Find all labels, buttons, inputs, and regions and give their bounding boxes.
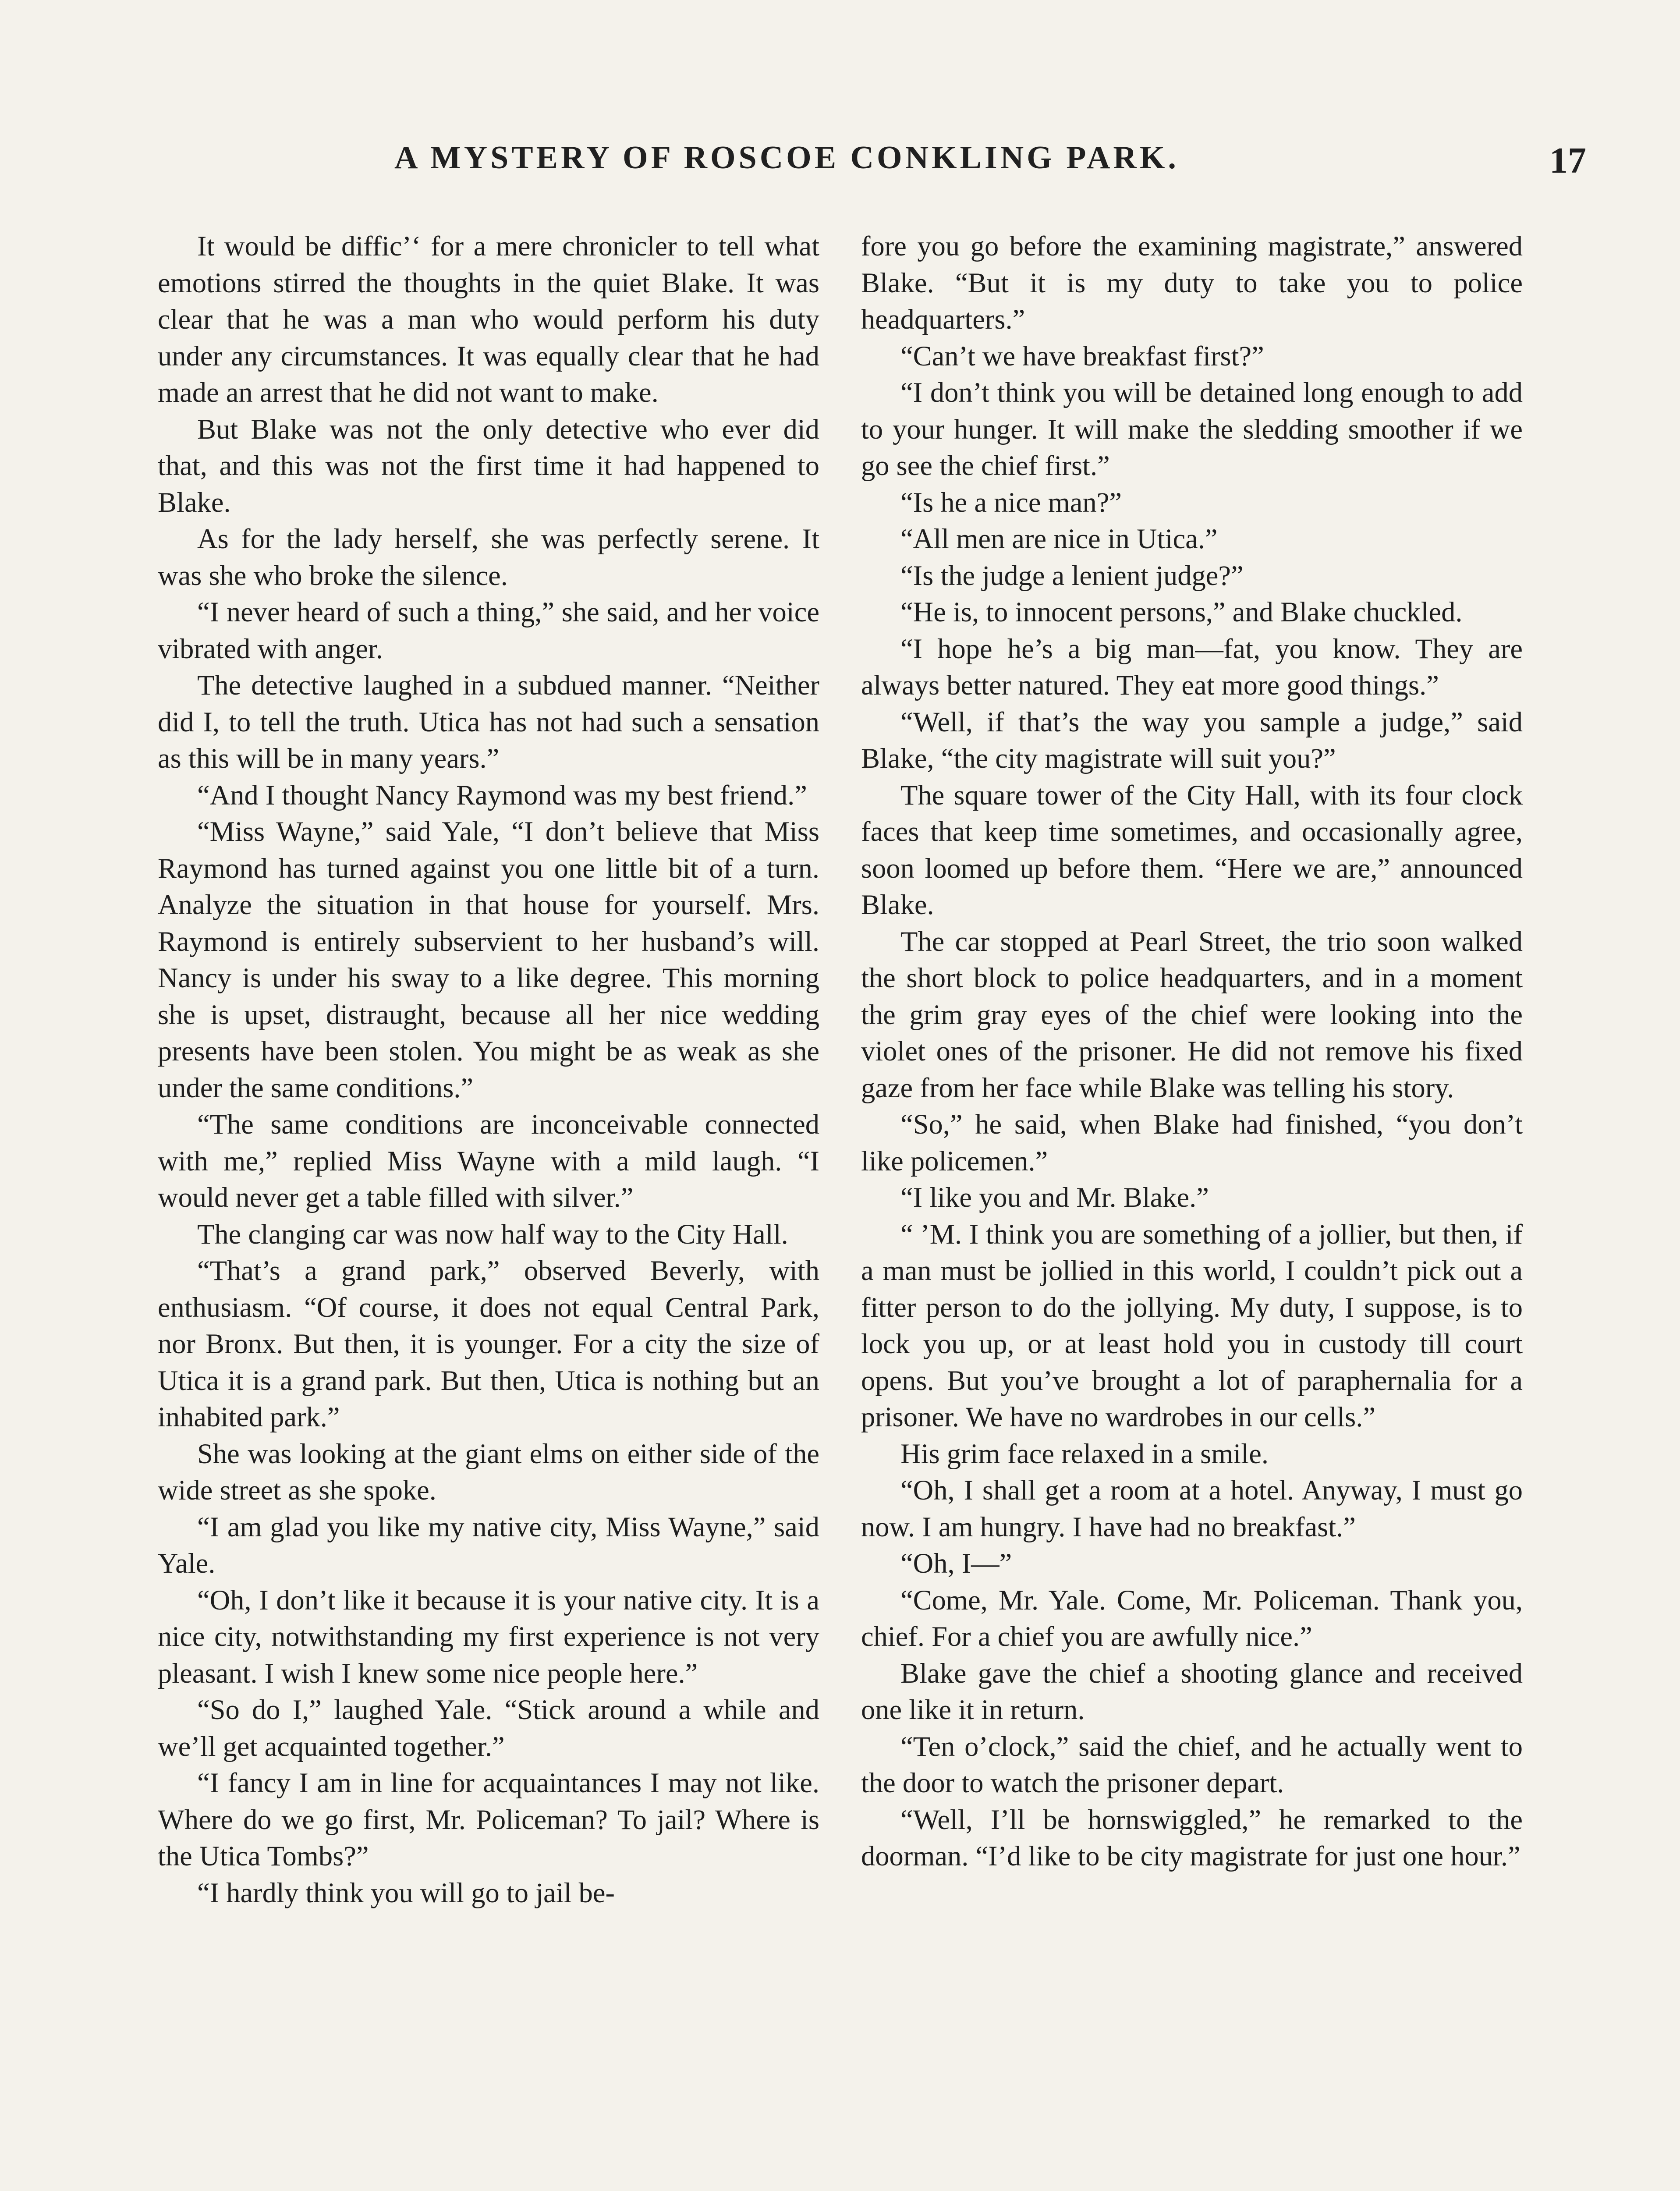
left-paragraph-13: “Oh, I don’t like it because it is your native city. It is a nice city, notwithstanding my first experience is not very pleasant. I wish I knew some nice people here.” — [158, 1584, 819, 1689]
right-paragraph-3: “I don’t think you will be detained long enough to add to your hunger. It will make the sledding smoother if we go see the chief first.” — [861, 377, 1523, 481]
left-paragraph-14: “So do I,” laughed Yale. “Stick around a while and we’ll get acquainted together.” — [158, 1694, 819, 1762]
left-paragraph-9: The clanging car was now half way to the City Hall. — [197, 1218, 788, 1250]
right-paragraph-20: “Ten o’clock,” said the chief, and he actually went to the door to watch the prisoner depart. — [861, 1730, 1523, 1798]
right-paragraph-2: “Can’t we have breakfast first?” — [900, 340, 1264, 372]
right-paragraph-19: Blake gave the chief a shooting glance and received one like it in return. — [861, 1657, 1523, 1725]
left-paragraph-6: “And I thought Nancy Raymond was my best friend.” — [197, 779, 807, 811]
right-paragraph-15: His grim face relaxed in a smile. — [900, 1438, 1269, 1469]
right-paragraph-21: “Well, I’ll be hornswiggled,” he remarked to the doorman. “I’d like to be city magistrate for just one hour.” — [861, 1804, 1523, 1872]
right-paragraph-16: “Oh, I shall get a room at a hotel. Anyway, I must go now. I am hungry. I have had no breakfast.” — [861, 1475, 1523, 1542]
left-paragraph-1: It would be diffic’‘ for a mere chronicler to tell what emotions stirred the thoughts in the quiet Blake. It was clear that he was a man who would perform his duty under any circumstances. It was equally clear that he had made an arrest that he did not want to make. — [158, 230, 819, 408]
right-paragraph-14: “ ’M. I think you are something of a jollier, but then, if a man must be jollied in this world, I couldn’t pick out a fitter person to do the jollying. My duty, I suppose, is to lock you up, or at least hold you in custody till court opens. But you’ve brought a lot of paraphernalia for a prisoner. We have no wardrobes in our cells.” — [861, 1218, 1523, 1432]
running-title: A MYSTERY OF ROSCOE CONKLING PARK. — [394, 140, 1179, 176]
right-paragraph-5: “All men are nice in Utica.” — [900, 523, 1218, 554]
right-paragraph-9: “Well, if that’s the way you sample a judge,” said Blake, “the city magistrate will suit you?” — [861, 706, 1523, 774]
left-paragraph-10: “That’s a grand park,” observed Beverly, with enthusiasm. “Of course, it does not equal Central Park, nor Bronx. But then, it is younger. For a city the size of Utica it is a grand park. But then, Utica is nothing but an inhabited park.” — [158, 1255, 819, 1432]
running-head — [394, 139, 1586, 192]
right-paragraph-10: The square tower of the City Hall, with its four clock faces that keep time sometimes, and occasionally agree, soon loomed up before them. “Here we are,” announced Blake. — [861, 779, 1523, 920]
left-paragraph-11: She was looking at the giant elms on either side of the wide street as she spoke. — [158, 1438, 819, 1506]
left-paragraph-4: “I never heard of such a thing,” she said, and her voice vibrated with anger. — [158, 596, 819, 664]
left-paragraph-16: “I hardly think you will go to jail be- — [197, 1877, 615, 1908]
left-paragraph-7: “Miss Wayne,” said Yale, “I don’t believe that Miss Raymond has turned against you one little bit of a turn. Analyze the situation in that house for yourself. Mrs. Raymond is entirely subservient to her husband’s will. Nancy is under his sway to a like degree. This morning she is upset, distraught, because all her nice wedding presents have been stolen. You might be as weak as she under the same conditions.” — [158, 816, 819, 1103]
right-paragraph-13: “I like you and Mr. Blake.” — [900, 1182, 1209, 1213]
right-paragraph-18: “Come, Mr. Yale. Come, Mr. Policeman. Thank you, chief. For a chief you are awfully nice.” — [861, 1584, 1523, 1652]
right-paragraph-6: “Is the judge a lenient judge?” — [900, 560, 1244, 591]
left-paragraph-15: “I fancy I am in line for acquaintances I may not like. Where do we go first, Mr. Policeman? To jail? Where is the Utica Tombs?” — [158, 1767, 819, 1872]
right-paragraph-7: “He is, to innocent persons,” and Blake chuckled. — [900, 596, 1463, 628]
left-paragraph-5: The detective laughed in a subdued manner. “Neither did I, to tell the truth. Utica has not had such a sensation as this will be in many years.” — [158, 670, 819, 774]
page-number: 17 — [1549, 140, 1586, 181]
right-paragraph-12: “So,” he said, when Blake had finished, “you don’t like policemen.” — [861, 1109, 1523, 1177]
right-text-column — [861, 228, 1523, 2191]
right-paragraph-4: “Is he a nice man?” — [900, 486, 1122, 518]
left-paragraph-2: But Blake was not the only detective who ever did that, and this was not the first time it had happened to Blake. — [158, 413, 819, 518]
left-paragraph-12: “I am glad you like my native city, Miss Wayne,” said Yale. — [158, 1511, 819, 1579]
right-paragraph-8: “I hope he’s a big man—fat, you know. They are always better natured. They eat more good things.” — [861, 633, 1523, 701]
right-paragraph-17: “Oh, I—” — [900, 1548, 1012, 1579]
right-paragraph-1: fore you go before the examining magistrate,” answered Blake. “But it is my duty to take you to police headquarters.” — [861, 230, 1523, 335]
left-paragraph-3: As for the lady herself, she was perfectly serene. It was she who broke the silence. — [158, 523, 819, 591]
left-paragraph-8: “The same conditions are inconceivable connected with me,” replied Miss Wayne with a mild laugh. “I would never get a table filled with silver.” — [158, 1109, 819, 1213]
right-paragraph-11: The car stopped at Pearl Street, the trio soon walked the short block to police headquarters, and in a moment the grim gray eyes of the chief were looking into the violet ones of the prisoner. He did not remove his fixed gaze from her face while Blake was telling his story. — [861, 925, 1523, 1103]
left-text-column — [158, 228, 819, 2191]
